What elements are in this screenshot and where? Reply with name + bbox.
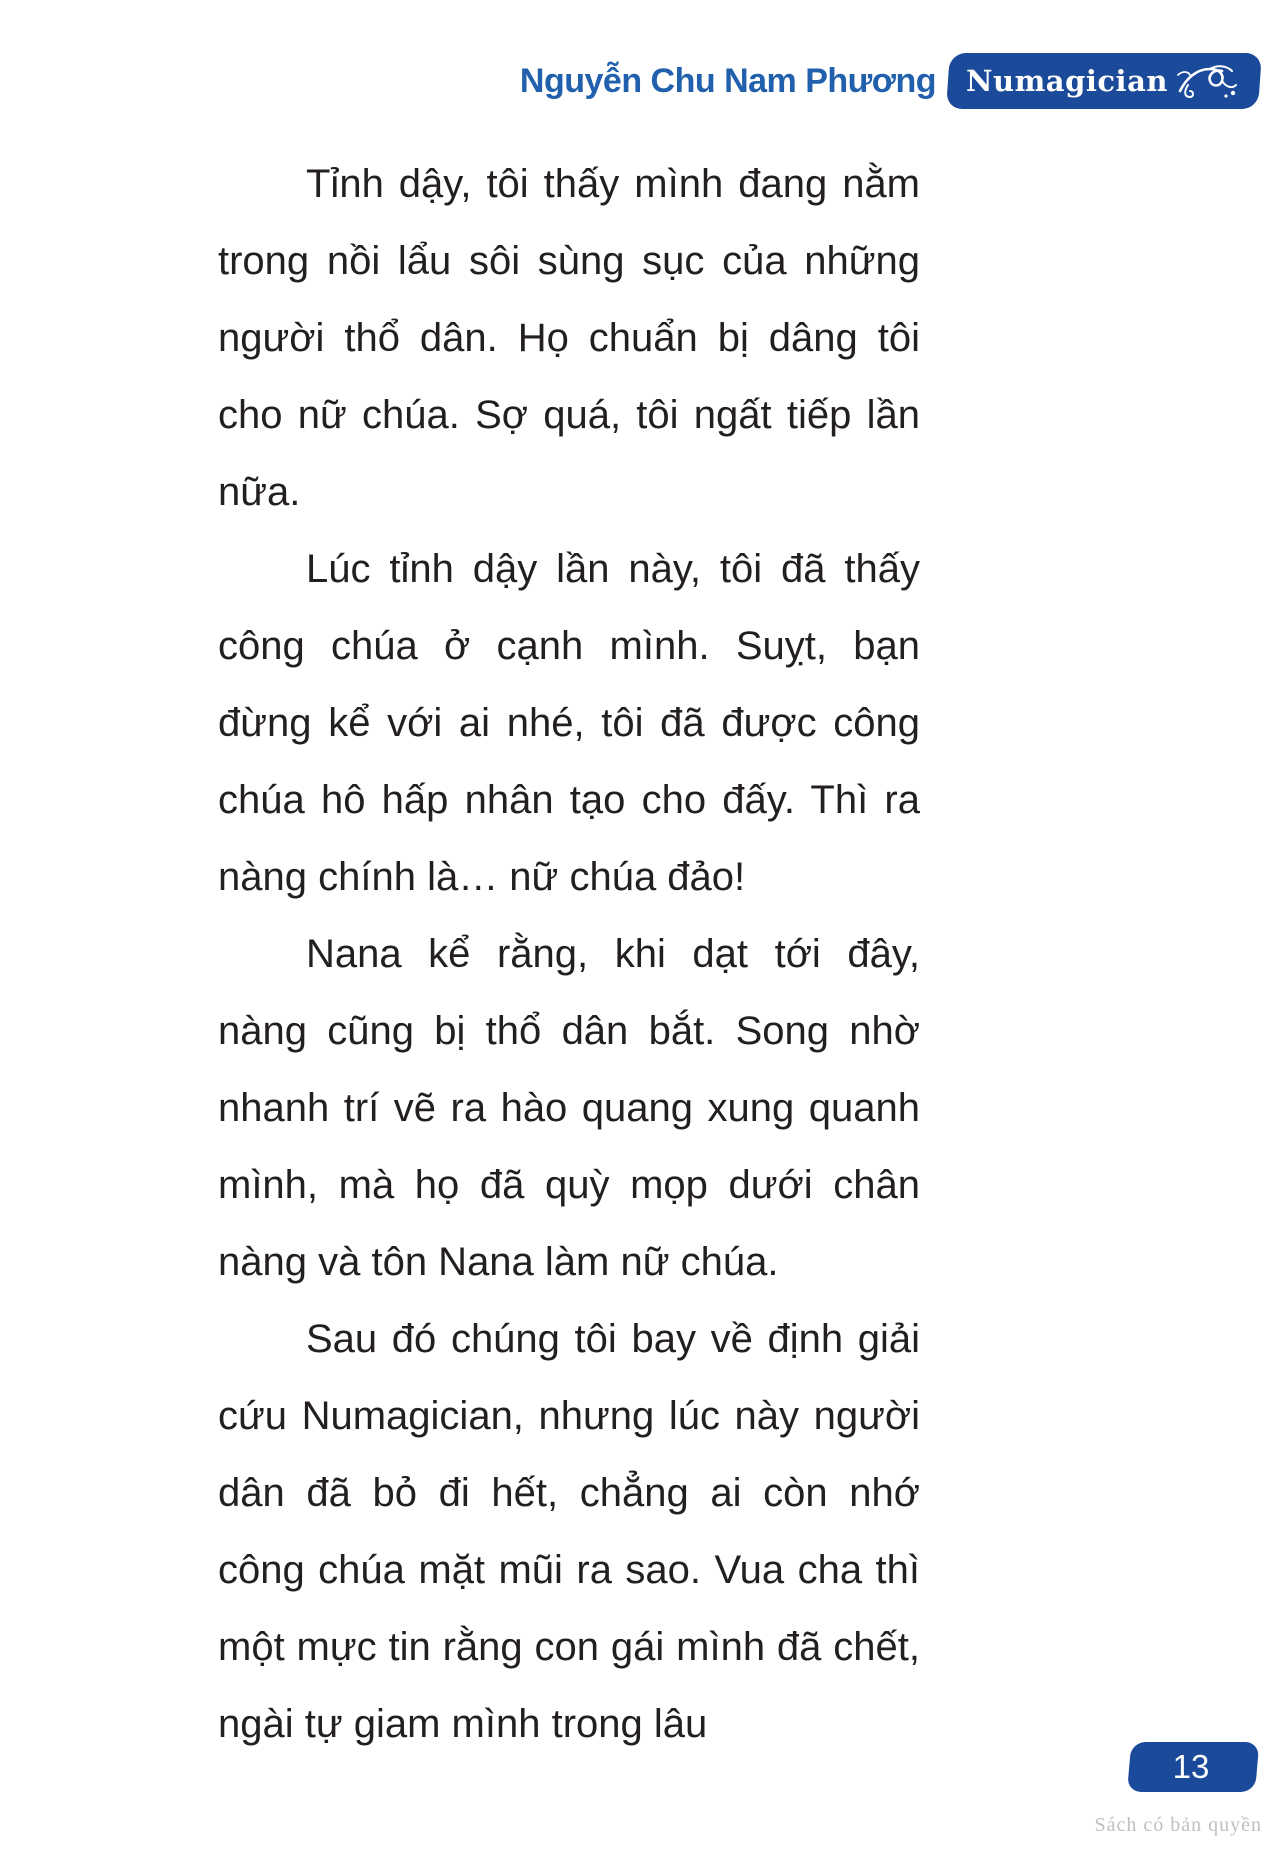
- story-paragraph: Lúc tỉnh dậy lần này, tôi đã thấy công chúa ở cạnh mình. Suỵt, bạn đừng kể với ai nhé, tôi đã được công chúa hô hấp nhân tạo cho đấy. Thì ra nàng chính là… nữ chúa đảo!: [218, 547, 920, 899]
- page-number: 13: [1172, 1748, 1210, 1785]
- story-paragraph: Nana kể rằng, khi dạt tới đây, nàng cũng bị thổ dân bắt. Song nhờ nhanh trí vẽ ra hào quang xung quanh mình, mà họ đã quỳ mọp dưới chân nàng và tôn Nana làm nữ chúa.: [218, 932, 920, 1284]
- story-paragraph: Tỉnh dậy, tôi thấy mình đang nằm trong nồi lẩu sôi sùng sục của những người thổ dân. Họ chuẩn bị dâng tôi cho nữ chúa. Sợ quá, tôi ngất tiếp lần nữa.: [218, 162, 920, 514]
- story-paragraph: Sau đó chúng tôi bay về định giải cứu Numagician, nhưng lúc này người dân đã bỏ đi hết, chẳng ai còn nhớ công chúa mặt mũi ra sao. Vua cha thì một mực tin rằng con gái mình đã chết, ngài tự giam mình trong lâu: [218, 1317, 920, 1746]
- brand-badge: [946, 53, 1258, 109]
- story-text: [218, 146, 920, 1771]
- flourish-icon: [1176, 61, 1238, 101]
- copyright-notice: Sách có bản quyền: [1094, 1814, 1262, 1836]
- author-name: Nguyễn Chu Nam Phương: [519, 61, 936, 100]
- page-number-badge: [1127, 1742, 1255, 1792]
- page-header: [520, 52, 1258, 110]
- brand-logo-text: Numagician: [966, 64, 1168, 98]
